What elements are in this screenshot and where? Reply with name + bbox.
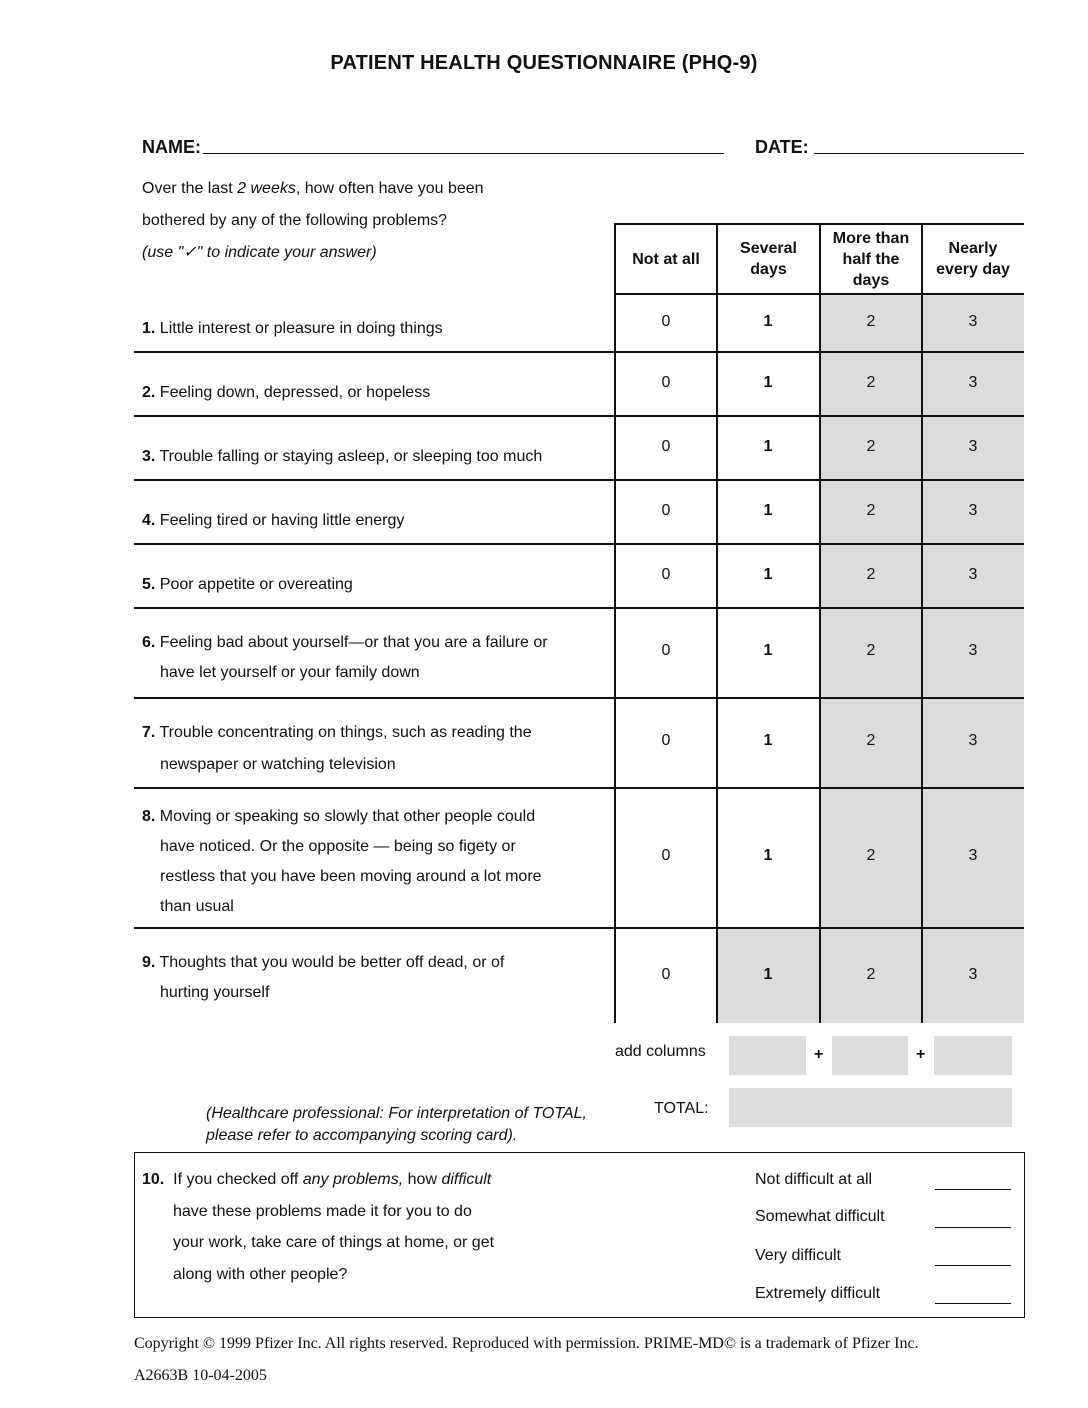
q8-score-1[interactable]: 1 xyxy=(763,847,773,864)
option-very-difficult-blank[interactable] xyxy=(935,1265,1011,1266)
q1-score-3[interactable]: 3 xyxy=(968,313,978,330)
q5-score-0[interactable]: 0 xyxy=(661,566,671,583)
question-10-line-1: 10. If you checked off any problems, how difficult xyxy=(142,1171,492,1188)
q3-score-0[interactable]: 0 xyxy=(661,438,671,455)
row-divider xyxy=(134,415,1024,417)
q9-score-2[interactable]: 2 xyxy=(866,966,876,983)
q2-score-0[interactable]: 0 xyxy=(661,374,671,391)
date-field[interactable] xyxy=(814,153,1024,154)
question-7: 7. Trouble concentrating on things, such as reading the newspaper or watching television xyxy=(142,724,532,773)
q7-score-1[interactable]: 1 xyxy=(763,732,773,749)
question-10-line-2: have these problems made it for you to do xyxy=(173,1203,472,1220)
q6-score-1[interactable]: 1 xyxy=(763,642,773,659)
option-not-difficult: Not difficult at all xyxy=(755,1171,873,1188)
option-extremely-difficult-blank[interactable] xyxy=(935,1303,1011,1304)
form-code: A2663B 10-04-2005 xyxy=(134,1367,267,1384)
grid-vline xyxy=(921,223,923,1023)
option-somewhat-difficult-blank[interactable] xyxy=(935,1227,1011,1228)
add-columns-label: add columns xyxy=(615,1043,706,1060)
q4-score-0[interactable]: 0 xyxy=(661,502,671,519)
q3-score-2[interactable]: 2 xyxy=(866,438,876,455)
name-field[interactable] xyxy=(203,153,724,154)
grid-vline xyxy=(614,223,616,1023)
q5-score-2[interactable]: 2 xyxy=(866,566,876,583)
question-4: 4. Feeling tired or having little energy xyxy=(142,512,405,529)
row-divider xyxy=(134,927,1024,929)
q8-score-0[interactable]: 0 xyxy=(661,847,671,864)
intro-line-2: bothered by any of the following problems? xyxy=(142,212,448,229)
q6-score-3[interactable]: 3 xyxy=(968,642,978,659)
q3-score-3[interactable]: 3 xyxy=(968,438,978,455)
q4-score-3[interactable]: 3 xyxy=(968,502,978,519)
question-3: 3. Trouble falling or staying asleep, or sleeping too much xyxy=(142,448,543,465)
q6-score-2[interactable]: 2 xyxy=(866,642,876,659)
q9-score-3[interactable]: 3 xyxy=(968,966,978,983)
col-header-more-than-half: More than half the days xyxy=(832,229,910,289)
col-header-not-at-all: Not at all xyxy=(632,250,700,268)
q1-score-0[interactable]: 0 xyxy=(661,313,671,330)
question-10-line-3: your work, take care of things at home, or get xyxy=(173,1234,495,1251)
sum-box-several-days[interactable] xyxy=(729,1036,806,1075)
q4-score-2[interactable]: 2 xyxy=(866,502,876,519)
row-divider xyxy=(134,351,1024,353)
page-title: PATIENT HEALTH QUESTIONNAIRE (PHQ-9) xyxy=(330,52,758,74)
q2-score-3[interactable]: 3 xyxy=(968,374,978,391)
row-divider xyxy=(134,787,1024,789)
col-header-nearly-every-day: Nearly every day xyxy=(936,240,1010,278)
plus-sign: + xyxy=(814,1046,824,1063)
question-9: 9. Thoughts that you would be better off dead, or of hurting yourself xyxy=(142,954,505,1001)
plus-sign: + xyxy=(916,1046,926,1063)
grid-vline xyxy=(716,223,718,1023)
q9-score-1[interactable]: 1 xyxy=(763,966,773,983)
question-1: 1. Little interest or pleasure in doing things xyxy=(142,320,443,337)
row-divider xyxy=(134,479,1024,481)
q2-score-2[interactable]: 2 xyxy=(866,374,876,391)
q5-score-3[interactable]: 3 xyxy=(968,566,978,583)
total-box[interactable] xyxy=(729,1088,1012,1127)
option-extremely-difficult: Extremely difficult xyxy=(755,1285,881,1302)
name-label: NAME: xyxy=(142,137,201,157)
q7-score-2[interactable]: 2 xyxy=(866,732,876,749)
row-divider xyxy=(134,607,1024,609)
q9-score-0[interactable]: 0 xyxy=(661,966,671,983)
question-8: 8. Moving or speaking so slowly that other people could have noticed. Or the opposite — being so figety or restless that you have been moving around a lot more than usual xyxy=(142,808,542,915)
q4-score-1[interactable]: 1 xyxy=(763,502,773,519)
question-6: 6. Feeling bad about yourself—or that you are a failure or have let yourself or your family down xyxy=(142,634,548,681)
healthcare-note: (Healthcare professional: For interpretation of TOTAL, please refer to accompanying scoring card). xyxy=(206,1105,587,1144)
q7-score-3[interactable]: 3 xyxy=(968,732,978,749)
q2-score-1[interactable]: 1 xyxy=(763,374,773,391)
q3-score-1[interactable]: 1 xyxy=(763,438,773,455)
q1-score-2[interactable]: 2 xyxy=(866,313,876,330)
row-divider xyxy=(134,543,1024,545)
option-not-difficult-blank[interactable] xyxy=(935,1189,1011,1190)
question-2: 2. Feeling down, depressed, or hopeless xyxy=(142,384,431,401)
q8-score-2[interactable]: 2 xyxy=(866,847,876,864)
grid-vline xyxy=(819,223,821,1023)
q6-score-0[interactable]: 0 xyxy=(661,642,671,659)
total-label: TOTAL: xyxy=(654,1100,709,1117)
q1-score-1[interactable]: 1 xyxy=(763,313,773,330)
date-label: DATE: xyxy=(755,137,809,157)
intro-line-3: (use "✓" to indicate your answer) xyxy=(142,244,377,261)
row-divider xyxy=(134,697,1024,699)
question-10-line-4: along with other people? xyxy=(173,1266,348,1283)
col-header-several-days: Several days xyxy=(740,240,797,278)
sum-box-more-than-half[interactable] xyxy=(832,1036,908,1075)
q5-score-1[interactable]: 1 xyxy=(763,566,773,583)
option-somewhat-difficult: Somewhat difficult xyxy=(755,1208,885,1225)
option-very-difficult: Very difficult xyxy=(755,1247,841,1264)
copyright-notice: Copyright © 1999 Pfizer Inc. All rights reserved. Reproduced with permission. PRIME-MD© is a trademark of Pfizer Inc. xyxy=(134,1335,919,1352)
question-5: 5. Poor appetite or overeating xyxy=(142,576,353,593)
q8-score-3[interactable]: 3 xyxy=(968,847,978,864)
sum-box-nearly-every-day[interactable] xyxy=(934,1036,1012,1075)
q7-score-0[interactable]: 0 xyxy=(661,732,671,749)
intro-line-1: Over the last 2 weeks, how often have you been xyxy=(142,180,484,197)
